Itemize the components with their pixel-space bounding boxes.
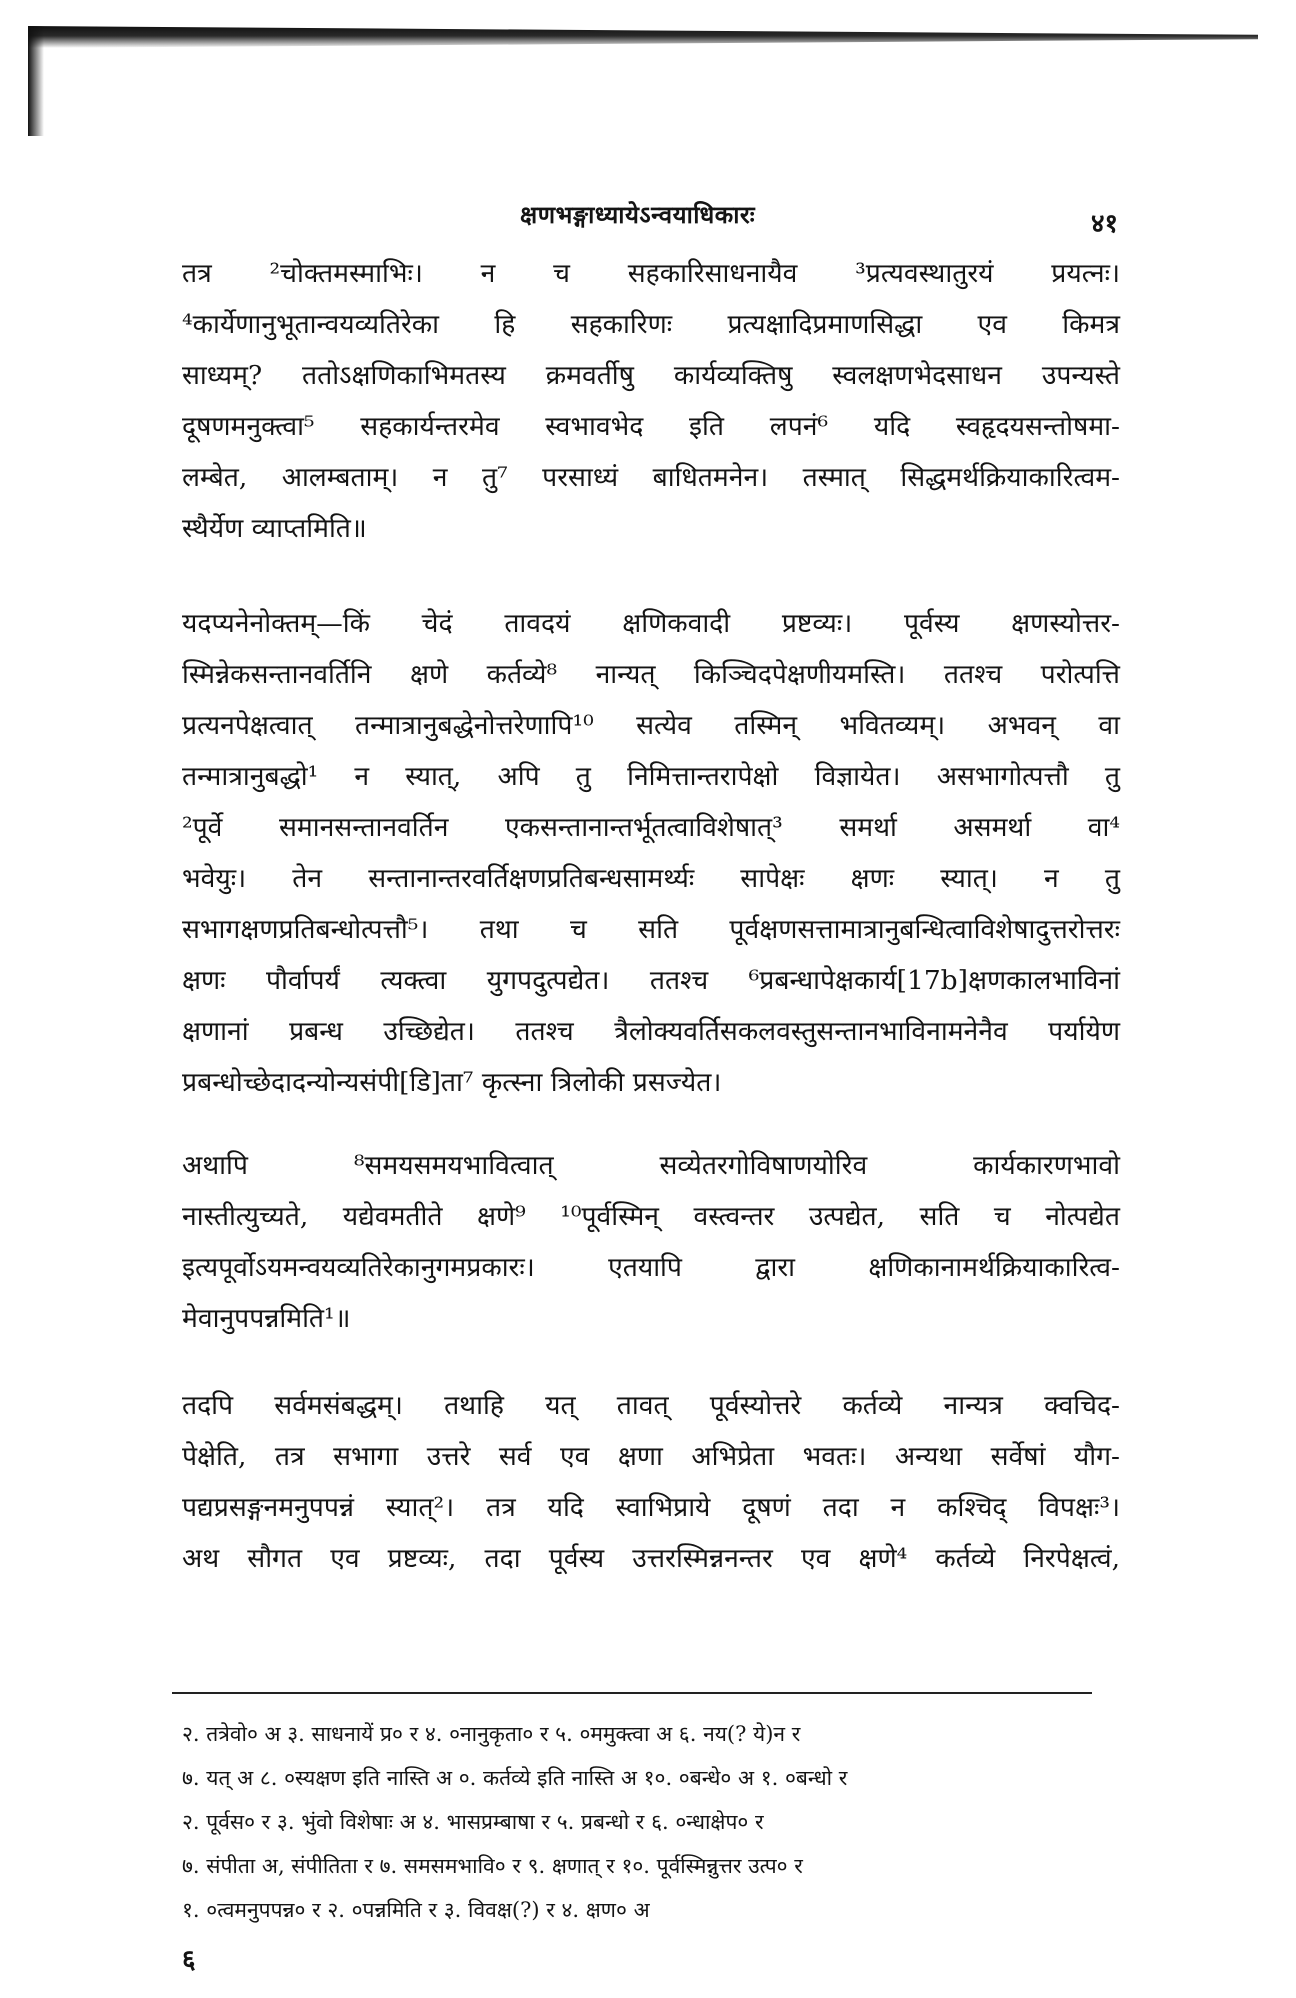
text-line: प्रत्यनपेक्षत्वात् तन्मात्रानुबद्धेनोत्तरेणापि¹⁰ सत्येव तस्मिन् भवितव्यम्। अभवन् वा <box>182 710 1120 741</box>
text-line: स्थैर्येण व्याप्तमिति॥ <box>182 513 367 544</box>
text-line: मेवानुपपन्नमिति¹॥ <box>182 1303 351 1334</box>
text-line: दूषणमनुक्त्वा⁵ सहकार्यन्तरमेव स्वभावभेद इति लपनं⁶ यदि स्वहृदयसन्तोषमा- <box>182 411 1120 442</box>
text-line: अथ सौगत एव प्रष्टव्यः, तदा पूर्वस्य उत्तरस्मिन्ननन्तर एव क्षणे⁴ कर्तव्ये निरपेक्षत्वं, <box>182 1543 1120 1574</box>
paragraph-2 <box>182 598 1120 1108</box>
footnotes <box>182 1712 1112 1932</box>
text-line: पद्यप्रसङ्गनमनुपपन्नं स्यात्²। तत्र यदि स्वाभिप्राये दूषणं तदा न कश्चिद् विपक्षः³। <box>182 1492 1120 1523</box>
footnote-line: २. पूर्वस० र ३. भुंवो विशेषाः अ ४. भासप्रम्बाषा र ५. प्रबन्धो र ६. ०न्धाक्षेप० र <box>182 1810 764 1834</box>
text-line: अथापि ⁸समयसमयभावित्वात् सव्येतरगोविषाणयोरिव कार्यकारणभावो <box>182 1150 1120 1181</box>
text-line: तन्मात्रानुबद्धो¹ न स्यात्, अपि तु निमित्तान्तरापेक्षो विज्ञायेत। असभागोत्पत्तौ तु <box>182 761 1120 792</box>
footnote-line: ७. यत् अ ८. ०स्यक्षण इति नास्ति अ ०. कर्तव्ये इति नास्ति अ १०. ०बन्धे० अ १. ०बन्धो र <box>182 1766 848 1790</box>
text-line: यदप्यनेनोक्तम्—किं चेदं तावदयं क्षणिकवादी प्रष्टव्यः। पूर्वस्य क्षणस्योत्तर- <box>182 608 1120 639</box>
text-line: तत्र ²चोक्तमस्माभिः। न च सहकारिसाधनायैव ³प्रत्यवस्थातुरयं प्रयत्नः। <box>182 258 1120 289</box>
paragraph-4 <box>182 1380 1120 1584</box>
text-line: भवेयुः। तेन सन्तानान्तरवर्तिक्षणप्रतिबन्धसामर्थ्यः सापेक्षः क्षणः स्यात्। न तु <box>182 863 1120 894</box>
scan-border-top <box>28 26 1258 48</box>
text-line: नास्तीत्युच्यते, यद्येवमतीते क्षणे⁹ ¹⁰पूर्वस्मिन् वस्त्वन्तर उत्पद्येत, सति च नोत्पद्येत <box>182 1201 1120 1232</box>
text-line: ⁴कार्येणानुभूतान्वयव्यतिरेका हि सहकारिणः प्रत्यक्षादिप्रमाणसिद्धा एव किमत्र <box>182 309 1120 340</box>
text-line: स्मिन्नेकसन्तानवर्तिनि क्षणे कर्तव्ये⁸ नान्यत् किञ्चिदपेक्षणीयमस्ति। ततश्च परोत्पत्ति <box>182 659 1120 690</box>
text-line: लम्बेत, आलम्बताम्। न तु⁷ परसाध्यं बाधितमनेन। तस्मात् सिद्धमर्थक्रियाकारित्वम- <box>182 462 1120 493</box>
footnote-line: १. ०त्वमनुपपन्न० र २. ०पन्नमिति र ३. विवक्ष(?) र ४. क्षण० अ <box>182 1898 650 1922</box>
text-line: इत्यपूर्वोऽयमन्वयव्यतिरेकानुगमप्रकारः। एतयापि द्वारा क्षणिकानामर्थक्रियाकारित्व- <box>182 1252 1120 1283</box>
text-line: साध्यम्? ततोऽक्षणिकाभिमतस्य क्रमवर्तीषु कार्यव्यक्तिषु स्वलक्षणभेदसाधन उपन्यस्ते <box>182 360 1120 391</box>
text-line: तदपि सर्वमसंबद्धम्। तथाहि यत् तावत् पूर्वस्योत्तरे कर्तव्ये नान्यत्र क्वचिद- <box>182 1390 1120 1421</box>
text-line: ²पूर्वे समानसन्तानवर्तिन एकसन्तानान्तर्भूतत्वाविशेषात्³ समर्था असमर्था वा⁴ <box>182 812 1120 843</box>
footnote-divider <box>172 1692 1092 1694</box>
footnote-line: ७. संपीता अ, संपीतिता र ७. समसमभावि० र ९. क्षणात् र १०. पूर्वस्मिन्नुत्तर उत्प० र <box>182 1854 803 1878</box>
paragraph-1 <box>182 248 1120 554</box>
text-line: पेक्षेति, तत्र सभागा उत्तरे सर्व एव क्षणा अभिप्रेता भवतः। अन्यथा सर्वेषां यौग- <box>182 1441 1120 1472</box>
scan-border-left <box>28 26 44 136</box>
signature-mark: ६ <box>182 1945 196 1975</box>
footnote-line: २. तत्रेवो० अ ३. साधनायें प्र० र ४. ०नानुकृता० र ५. ०ममुक्त्वा अ ६. नय(? ये)न र <box>182 1722 801 1746</box>
paragraph-3 <box>182 1140 1120 1344</box>
text-line: प्रबन्धोच्छेदादन्योन्यसंपी[डि]ता⁷ कृत्स्ना त्रिलोकी प्रसज्येत। <box>182 1067 722 1098</box>
page-number: ४१ <box>1090 209 1118 239</box>
text-line: क्षणः पौर्वापर्यं त्यक्त्वा युगपदुत्पद्येत। ततश्च ⁶प्रबन्धापेक्षकार्य[17b]क्षणकालभाविनां <box>182 965 1120 996</box>
text-line: सभागक्षणप्रतिबन्धोत्पत्तौ⁵। तथा च सति पूर्वक्षणसत्तामात्रानुबन्धित्वाविशेषादुत्तरोत्तरः <box>182 914 1120 945</box>
text-line: क्षणानां प्रबन्ध उच्छिद्येत। ततश्च त्रैलोक्यवर्तिसकलवस्तुसन्तानभाविनामनेनैव पर्यायेण <box>182 1016 1120 1047</box>
running-title: क्षणभङ्गाध्यायेऽन्वयाधिकारः <box>520 200 756 229</box>
